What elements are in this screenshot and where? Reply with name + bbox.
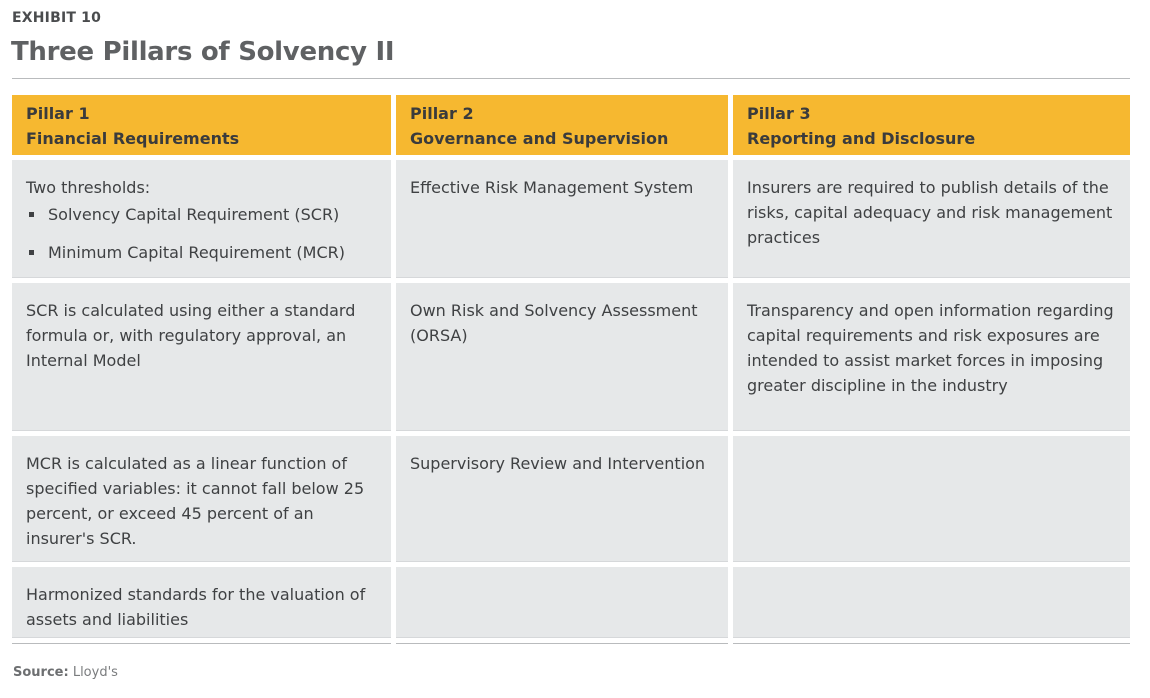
row-3-pillar-2 xyxy=(396,436,728,562)
thresholds-intro: Two thresholds: xyxy=(26,178,151,197)
row-4-pillar-2 xyxy=(396,567,728,638)
header-pillar-2 xyxy=(396,95,728,155)
bullet-square-icon xyxy=(29,212,34,217)
pillar-3-subtitle: Reporting and Disclosure xyxy=(747,129,976,148)
bottom-divider xyxy=(733,643,1130,645)
row-2-pillar-3 xyxy=(733,283,1130,431)
bullet-square-icon xyxy=(29,250,34,255)
bullet-text: Solvency Capital Requirement (SCR) xyxy=(48,205,340,224)
cell-text: Effective Risk Management System xyxy=(410,178,694,197)
title-divider xyxy=(12,78,1130,79)
cell-text: Transparency and open information regarding capital requirements and risk exposures are intended to assist market forces in imposing greater discipline in the industry xyxy=(747,301,1114,395)
row-3-pillar-3 xyxy=(733,436,1130,562)
row-4-pillar-3 xyxy=(733,567,1130,638)
row-1-pillar-2 xyxy=(396,160,728,278)
cell-text: Harmonized standards for the valuation of assets and liabilities xyxy=(26,585,366,629)
row-4-pillar-1 xyxy=(12,567,391,638)
cell-text: Insurers are required to publish details of the risks, capital adequacy and risk management practices xyxy=(747,178,1113,247)
pillar-2-name: Pillar 2 xyxy=(410,104,474,123)
list-item xyxy=(26,204,377,226)
header-pillar-3 xyxy=(733,95,1130,155)
cell-text: SCR is calculated using either a standard formula or, with regulatory approval, an Internal Model xyxy=(26,301,356,370)
bottom-divider xyxy=(12,643,391,645)
pillars-table xyxy=(12,95,1130,645)
header-pillar-1 xyxy=(12,95,391,155)
row-1-pillar-3 xyxy=(733,160,1130,278)
bottom-divider xyxy=(396,643,728,645)
row-3-pillar-1 xyxy=(12,436,391,562)
cell-text: Supervisory Review and Intervention xyxy=(410,454,706,473)
bullet-text: Minimum Capital Requirement (MCR) xyxy=(48,243,345,262)
row-2-pillar-1 xyxy=(12,283,391,431)
cell-text: MCR is calculated as a linear function of specified variables: it cannot fall below 25 percent, or exceed 45 percent of an insurer's SCR. xyxy=(26,454,365,548)
page-title: Three Pillars of Solvency II xyxy=(11,37,395,67)
pillar-2-subtitle: Governance and Supervision xyxy=(410,129,669,148)
row-2-pillar-2 xyxy=(396,283,728,431)
pillar-1-subtitle: Financial Requirements xyxy=(26,129,240,148)
cell-text: Own Risk and Solvency Assessment (ORSA) xyxy=(410,301,698,345)
exhibit-label: EXHIBIT 10 xyxy=(12,10,102,26)
list-item xyxy=(26,242,377,264)
pillar-1-name: Pillar 1 xyxy=(26,104,90,123)
thresholds-list xyxy=(26,204,377,264)
row-1-pillar-1 xyxy=(12,160,391,278)
source-label: Source: xyxy=(13,665,69,680)
source-note xyxy=(13,665,118,680)
pillar-3-name: Pillar 3 xyxy=(747,104,811,123)
source-value: Lloyd's xyxy=(72,665,118,680)
